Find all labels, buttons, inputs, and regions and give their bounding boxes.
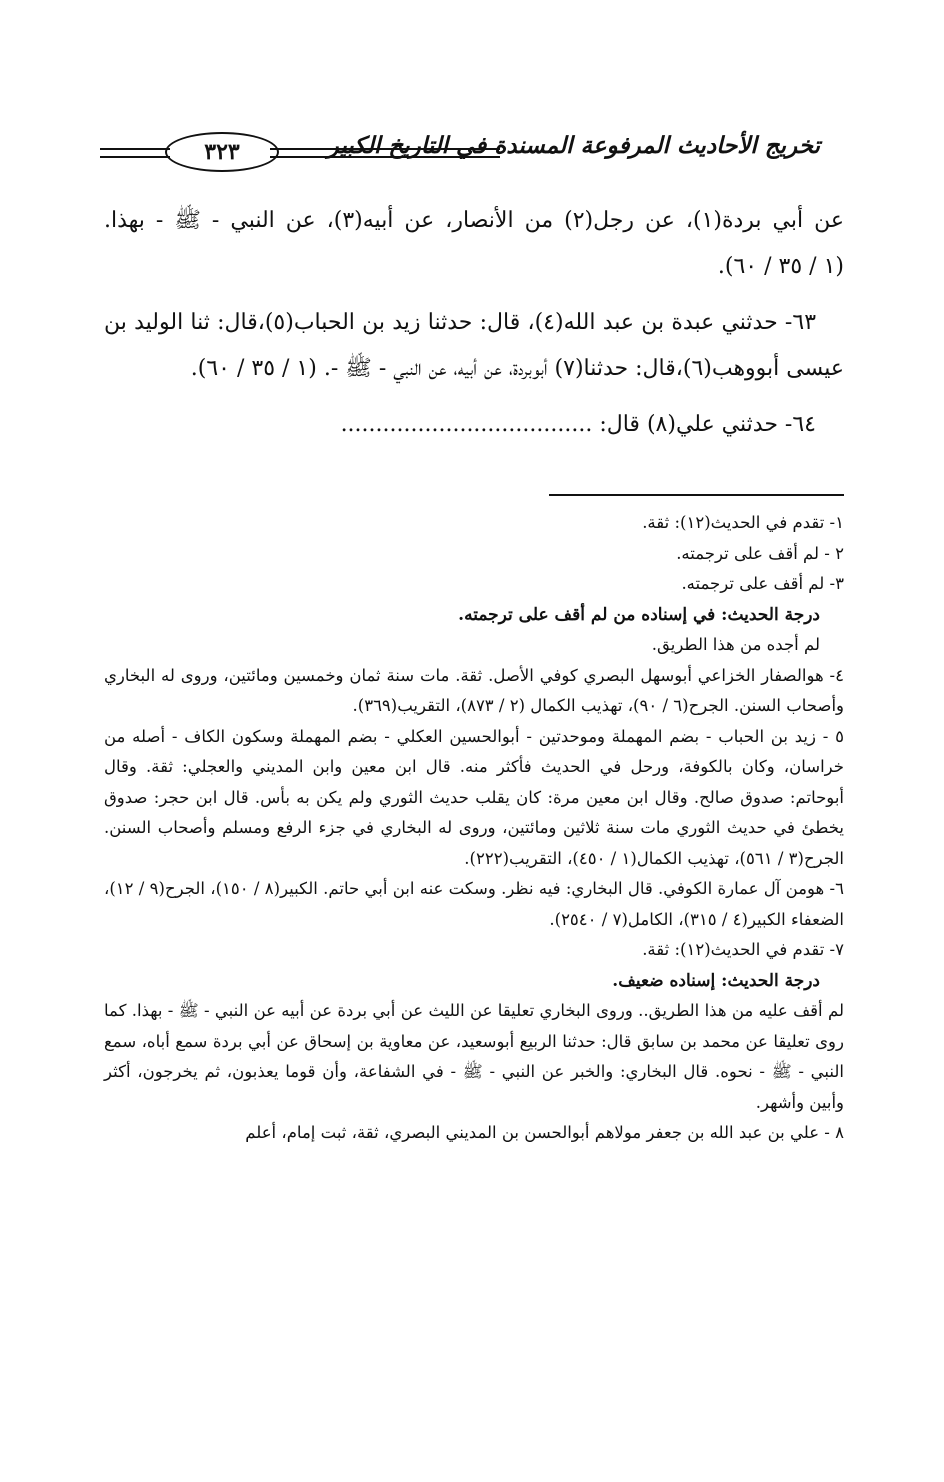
footnote-5: ٥ - زيد بن الحباب - بضم المهملة وموحدتين - أبوالحسين العكلي - بضم المهملة وسكون الكاف - أصله من خراسان، وكان بالكوفة، ورحل في الحديث فأكثر منه. قال ابن معين وابن المديني والعجلي: ثقة. وقال أبوحاتم: صدوق صالح. وقال ابن معين مرة: كان يقلب حديث الثوري ولم يكن به بأس. قال ابن حجر: صدوق يخطئ في حديث الثوري مات سنة ثلاثين ومائتين، وروى له البخاري في جزء الرفع ومسلم وأصحاب السنن. الجرح(٣ / ٥٦١)، تهذيب الكمال(١ / ٤٥٠)، التقريب(٢٢٢).: [104, 726, 844, 868]
hadith-64-text: ٦٤- حدثني علي(٨) قال:: [599, 412, 816, 437]
footnote-4: ٤- هوالصفار الخزاعي أبوسهل البصري كوفي الأصل. ثقة. مات سنة ثمان وخمسين ومائتين، وروى له البخاري وأصحاب السنن. الجرح(٦ / ٩٠)، تهذيب الكمال (٢ / ٨٧٣)، التقريب(٣٦٩).: [104, 665, 844, 715]
footnote-7: ٧- تقدم في الحديث(١٢): ثقة.: [642, 940, 844, 959]
footnote-6: ٦- هومن آل عمارة الكوفي. قال البخاري: فيه نظر. وسكت عنه ابن أبي حاتم. الكبير(٨ / ١٥٠)، الجرح(٩ / ١٢)، الضعفاء الكبير(٤ / ٣١٥)، الكامل(٧ / ٢٥٤٠).: [104, 879, 844, 929]
hadith-grade-1: درجة الحديث: في إسناده من لم أقف على ترجمته.: [458, 604, 820, 625]
running-header: [100, 128, 820, 178]
grade-note-1: لم أجده من هذا الطريق.: [651, 635, 820, 654]
hadith-continuation: [104, 198, 844, 290]
hadith-64: [104, 402, 844, 448]
main-text: [104, 198, 844, 448]
hadith-continuation-ref: (١ / ٣٥ / ٦٠).: [717, 254, 844, 279]
footnote-divider: [549, 494, 844, 496]
book-title: تخريج الأحاديث المرفوعة المسندة في التاريخ الكبير: [327, 132, 820, 159]
footnote-2: ٢ - لم أقف على ترجمته.: [676, 543, 844, 563]
grade-note-2: لم أقف عليه من هذا الطريق.. وروى البخاري تعليقا عن الليث عن أبي بردة عن أبيه عن النبي - ﷺ - بهذا. كما روى تعليقا عن محمد بن سابق قال: حدثنا الربيع أبوسعيد، عن معاوية بن إسحاق عن أبي بردة سمع أباه، سمع النبي - ﷺ - نحوه. قال البخاري: والخبر عن النبي - ﷺ - في الشفاعة، وأن قوما يعذبون، ثم يخرجون، أكثر وأبين وأشهر.: [104, 1001, 844, 1112]
header-double-rule-right: [270, 148, 500, 158]
page-number: ٣٢٣: [165, 132, 279, 172]
hadith-continuation-text: عن أبي بردة(١)، عن رجل(٢) من الأنصار، عن أبيه(٣)، عن النبي - ﷺ - بهذا.: [104, 208, 845, 233]
footnote-8: ٨ - علي بن عبد الله بن جعفر مولاهم أبوالحسن بن المديني البصري، ثقة، ثبت إمام، أعلم: [245, 1123, 844, 1142]
hadith-grade-2: درجة الحديث: إسناده ضعيف.: [612, 970, 820, 991]
hadith-64-dots: ....................................: [340, 412, 593, 437]
header-double-rule-left: [100, 148, 170, 158]
footnote-1: ١- تقدم في الحديث(١٢): ثقة.: [642, 513, 844, 532]
footnote-3: ٣- لم أقف على ترجمته.: [681, 574, 844, 593]
hadith-63: ٦٣- حدثني عبدة بن عبد الله(٤)، قال: حدثنا زيد بن الحباب(٥)،قال: ثنا الوليد بن عيسى أبووهب(٦)،قال: حدثنا(٧) أبوبردة، عن أبيه، عن النبي - ﷺ -. (١ / ٣٥ / ٦٠).: [104, 310, 844, 381]
footnotes: [104, 508, 844, 1149]
